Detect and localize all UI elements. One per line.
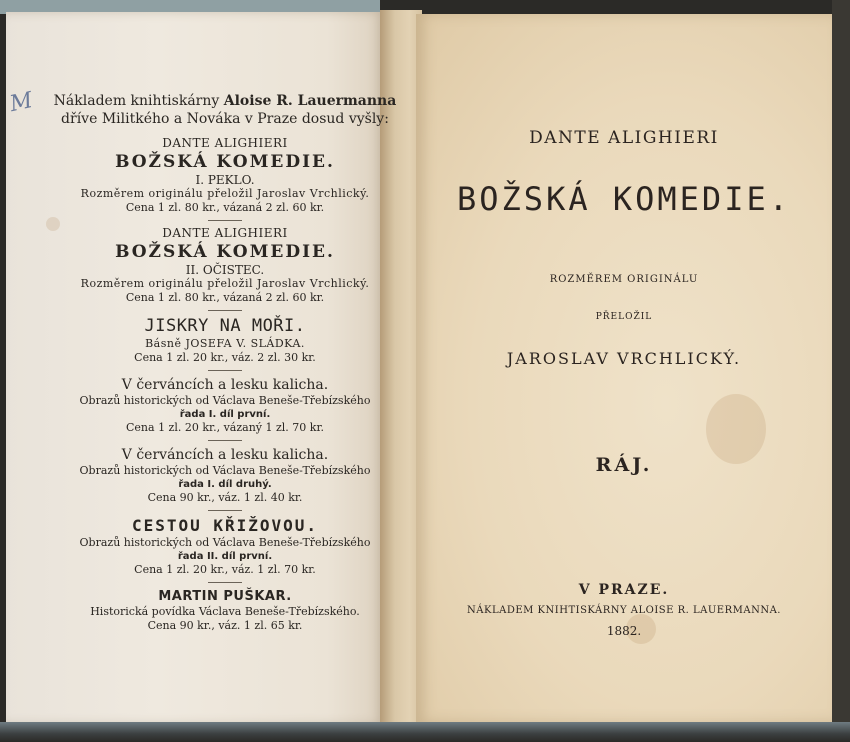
book3-subtitle: Básně JOSEFA V. SLÁDKA.: [145, 337, 305, 350]
book5-subtitle: Obrazů historických od Václava Beneše-Třebízského: [79, 464, 371, 477]
book2-part: II. OČISTEC.: [185, 263, 265, 277]
divider: [208, 582, 242, 583]
book2-author: DANTE ALIGHIERI: [162, 226, 288, 240]
divider: [208, 440, 242, 441]
book7-subtitle: Historická povídka Václava Beneše-Třebízského.: [90, 605, 360, 618]
book1-translator: Rozměrem originálu přeložil Jaroslav Vrchlický.: [80, 187, 370, 200]
advert-intro-line1: [40, 92, 410, 110]
title-page-subtitle1: ROZMĚREM ORIGINÁLU: [549, 274, 699, 285]
intro-text: Nákladem knihtiskárny: [53, 93, 224, 109]
divider: [208, 370, 242, 371]
book1-author: DANTE ALIGHIERI: [162, 136, 288, 150]
publisher-name: Aloise R. Lauermanna: [223, 93, 397, 109]
book4-title: V červáncích a lesku kalicha.: [121, 377, 329, 393]
book6-subtitle: Obrazů historických od Václava Beneše-Třebízského: [79, 536, 371, 549]
book5-title: V červáncích a lesku kalicha.: [121, 447, 329, 463]
pencil-mark: M: [7, 87, 35, 118]
publisher-advert: [40, 92, 410, 633]
book7-price: Cena 90 kr., váz. 1 zl. 65 kr.: [147, 619, 303, 632]
book1-part: I. PEKLO.: [195, 173, 255, 187]
book3-price: Cena 1 zl. 20 kr., váz. 2 zl. 30 kr.: [134, 351, 316, 364]
title-page-subtitle2: PŘELOŽIL: [595, 312, 653, 322]
right-edge: [832, 0, 850, 742]
book4-subtitle: Obrazů historických od Václava Beneše-Třebízského: [79, 394, 371, 407]
book5-price: Cena 90 kr., váz. 1 zl. 40 kr.: [147, 491, 303, 504]
book4-price: Cena 1 zl. 20 kr., vázaný 1 zl. 70 kr.: [126, 421, 324, 434]
book6-title: CESTOU KŘIŽOVOU.: [131, 516, 319, 535]
title-page-year: 1882.: [606, 624, 642, 638]
divider: [208, 510, 242, 511]
title-page-publisher: NÁKLADEM KNIHTISKÁRNY ALOISE R. LAUERMANNA.: [467, 605, 781, 616]
book6-series: řada II. díl první.: [177, 551, 273, 562]
book2-translator: Rozměrem originálu přeložil Jaroslav Vrchlický.: [80, 277, 370, 290]
divider: [208, 220, 242, 221]
advert-intro-line2: dříve Militkého a Nováka v Praze dosud vyšly:: [61, 111, 389, 127]
title-page-city: V PRAZE.: [578, 582, 670, 598]
title-page-title: BOŽSKÁ KOMEDIE.: [457, 180, 791, 218]
book2-title: BOŽSKÁ KOMEDIE.: [115, 242, 335, 262]
book6-price: Cena 1 zl. 20 kr., váz. 1 zl. 70 kr.: [134, 563, 316, 576]
book1-price: Cena 1 zl. 80 kr., vázaná 2 zl. 60 kr.: [125, 201, 325, 214]
divider: [208, 310, 242, 311]
book4-series: řada I. díl první.: [179, 409, 271, 420]
book5-series: řada I. díl druhý.: [178, 479, 272, 490]
book2-price: Cena 1 zl. 80 kr., vázaná 2 zl. 60 kr.: [125, 291, 325, 304]
title-page-translator: JAROSLAV VRCHLICKÝ.: [506, 349, 742, 368]
book7-title: MARTIN PUŠKAR.: [158, 589, 292, 604]
bottom-edge: [0, 722, 850, 742]
book1-title: BOŽSKÁ KOMEDIE.: [115, 152, 335, 172]
book3-title: JISKRY NA MOŘI.: [144, 316, 306, 336]
title-page-author: DANTE ALIGHIERI: [529, 128, 719, 148]
title-page-part: RÁJ.: [595, 454, 653, 476]
